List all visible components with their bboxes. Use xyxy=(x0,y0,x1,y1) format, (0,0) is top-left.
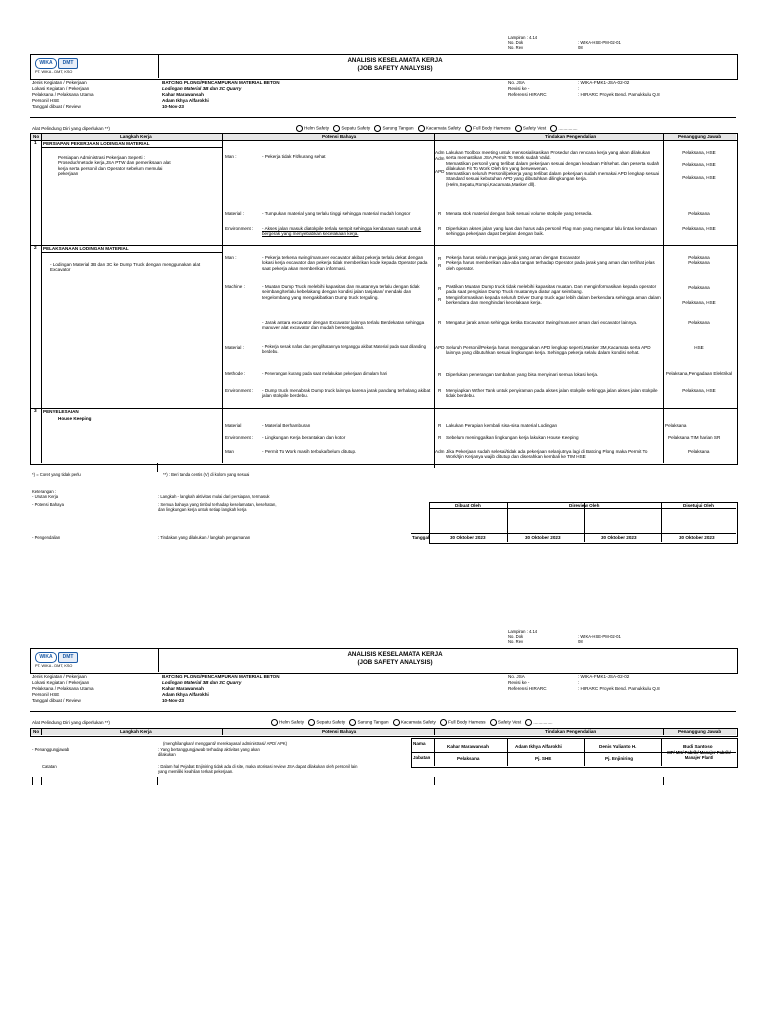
row-11-hazard: - Permit To Work masih terbuka/belum ditutup. xyxy=(262,449,357,454)
p2-apd-options: Helm Safety Sepatu Safety Sarung Tangan Kacamata Safety Full Body Harness Safety Vest ............... xyxy=(268,719,553,726)
row-3-category: Man : xyxy=(225,255,237,260)
row-8-hazard: - Dump truck menabrak Dump truck lainnya karena jarak pandang terhalang akibat jalan stokpile berdebu. xyxy=(262,388,431,399)
info-value-2: Kahar Marawansah xyxy=(162,92,204,97)
p2-info-label-2: Pelaksana / Pelaksana Utama xyxy=(32,686,94,691)
row-1-pj: Pelaksana xyxy=(688,211,710,216)
section-2-title: PELAKSANAAN LODINGAN MATERIAL xyxy=(43,246,129,251)
row-5-hazard: - Jarak antara excavator dengan Excavator lainnya terlalu Berdekatan sehingga manuver alat excavator dan mudah bersenggolan. xyxy=(262,320,425,331)
p2-info-right-value-0: : WIKA-FMK1-JSA-02-02 xyxy=(578,674,630,679)
apd-label: Alat Pelindung Diri yang diperlukan **) xyxy=(32,126,110,131)
no-rev-label: No. Rev xyxy=(508,45,524,50)
doc-title: ANALISIS KESELAMATA KERJA xyxy=(347,57,443,64)
row-11-pj: Pelaksana xyxy=(688,449,710,454)
apd-checkbox-helm[interactable] xyxy=(296,125,303,132)
p2-apd-label: Alat Pelindung Diri yang diperlukan **) xyxy=(32,720,110,725)
row-3-codes: R R xyxy=(438,256,442,269)
row-4-control: Pastikan Muatan Dump truck tidak melebihi kapasitas muatan. Dan menginformasikan kepada operator pada saat pengisian Dump Truck muatannya diatur agar seimbang. Menginformasikan kepada seluruh Driver Dump truck agar lebih dalam berkendara sehingga aman dalam berkendara dan menghindari kecelakaan kerja. xyxy=(446,284,661,305)
apd-checkbox-vest[interactable] xyxy=(515,125,522,132)
row-6-pj: HSE xyxy=(694,345,704,350)
lampiran: Lampiran : 4.14 xyxy=(508,35,538,40)
p2-doc-title: ANALISIS KESELAMATA KERJA xyxy=(347,651,443,658)
p2-col-penanggung: Penanggung Jawab xyxy=(678,729,722,734)
p2-info-label-4: Tanggal dibuat / Review xyxy=(32,698,81,703)
row-11-control: Jika Pekerjaan sudah selesai/tidak ada pekerjaan selanjutnya lagi di Batcing Plong maka Permit To Work/Ijin Kerjanya wajib ditutup dan diserahkan kembali ke TIM HSE xyxy=(446,449,648,460)
no-rev-value: 08 xyxy=(578,45,583,50)
sign-disetujui: Disetujui Oleh xyxy=(683,503,714,508)
sign-date-3: 30 Oktober 2023 xyxy=(679,535,715,540)
p2-catatan-value: : Dalam hal Pejabat Enjiniring tidak ada di site, maka otorisasi review JSA dapat dilakukan oleh personil lain yang memiliki keahlian terkait pekerjaan. xyxy=(158,764,358,774)
p2-info-value-0: BATCING PLONG/PENCAMPURAN MATERIAL BETON xyxy=(162,674,280,679)
row-8-pj: Pelaksana, HSE xyxy=(682,388,716,393)
row-6-codes: APD xyxy=(435,345,445,350)
ket-label-0: - Urutan Kerja xyxy=(32,494,59,499)
col-penanggung: Penanggung Jawab xyxy=(678,134,722,139)
apd-checkbox-harness[interactable] xyxy=(465,125,472,132)
info-value-4: 10-Nov-23 xyxy=(162,104,184,109)
section-2-step: - Lodingan Material 3B dan 3C ke Dump Truck dengan menggunakan alat Excavator xyxy=(50,262,201,273)
p2-company-name: PT. WIKA - DMT, KSO xyxy=(35,664,73,668)
row-9-control: Lakukan Perapian kembali sisa-sisa material Lodingan xyxy=(446,423,558,428)
row-8-codes: R xyxy=(438,388,442,393)
p2-info-value-2: Kahar Marawansah xyxy=(162,686,204,691)
row-2-category: Environment : xyxy=(225,226,254,231)
wika-logo: WIKA xyxy=(35,58,57,69)
p2-catatan-label: Catatan xyxy=(42,764,57,769)
p2-info-right-value-1: : xyxy=(578,680,580,685)
p2-info-right-label-2: Referensi HIRARC xyxy=(508,686,547,691)
row-7-pj: Pelaksana,Pengadaan Elektrikal xyxy=(665,371,733,376)
p2-no-rev-label: No. Rev xyxy=(508,639,524,644)
ket-label-1: - Potensi Bahaya xyxy=(32,502,64,507)
row-2-hazard: - Akses jalan masuk diatokpile terlalu sempit sehingga kendaraan susah untuk bergerak yang menyebabkan kecelakaan kerja. xyxy=(262,226,422,237)
apd-options: Helm Safety Sepatu Safety Sarung Tangan Kacamata Safety Full Body Harness Safety Vest ............... xyxy=(293,125,578,132)
row-10-hazard: - Lingkungan Kerja berantakan dan kotor xyxy=(262,435,346,440)
p2-name-1: Adam Ikhya Alfarokhi xyxy=(515,744,562,749)
row-1-hazard: - Tumpukan material yang terlalu tinggi sehingga material mudah longsor xyxy=(262,211,411,216)
row-10-category: Environment : xyxy=(225,435,254,440)
p2-pj-roles: (menghilangkan/ mengganti/ merekayasa/ administrasi/ APD/ APK) xyxy=(163,741,288,746)
info-label-1: Lokasi Kegiatan / Pekerjaan xyxy=(32,86,90,91)
row-9-pj: Pelaksana xyxy=(665,423,687,428)
row-6-category: Material : xyxy=(225,345,244,350)
p2-info-label-0: Jenis Kegiatan / Pekerjaan xyxy=(32,674,87,679)
p2-jabatan-2: Pj. Enjiniring xyxy=(605,756,634,761)
info-right-label-1: Revisi ke - xyxy=(508,86,530,91)
col-langkah: Langkah Kerja xyxy=(120,134,152,139)
apd-checkbox-other[interactable] xyxy=(550,125,557,132)
info-label-3: Personil HSE xyxy=(32,98,60,103)
p2-apd-checkbox-kacamata[interactable] xyxy=(393,719,400,726)
info-right-value-2: : HIRARC Proyek Bend. Pamukkulu Q.8 xyxy=(578,92,660,97)
company-name: PT. WIKA - DMT, KSO xyxy=(35,70,73,74)
info-value-1: Lodingan Material 3B dan 3C Quarry xyxy=(162,86,242,91)
p2-name-2: Denis Yulianto H. xyxy=(599,744,637,749)
info-value-0: BATCING PLONG/PENCAMPURAN MATERIAL BETON xyxy=(162,80,280,85)
p2-apd-checkbox-vest[interactable] xyxy=(490,719,497,726)
info-value-3: Adam Ikhya Alfarokhi xyxy=(162,98,209,103)
p2-col-potensi: Potensi Bahaya xyxy=(322,729,357,734)
row-5-control: Mengatur jarak aman sehingga ketika Excavator Swing/manuver aman dari excavator lainnya. xyxy=(446,320,638,325)
p2-nama-label: Nama xyxy=(413,741,426,746)
sign-date-2: 30 Oktober 2023 xyxy=(601,535,637,540)
row-2-control: Diperlukan akses jalan yang luas dan harus ada personil Flag man yang mengatur lalu lintas kendaraan sehingga pekerjaan dapat berjalan dengan baik. xyxy=(446,226,657,237)
row-9-hazard: - Material Berhamburan xyxy=(262,423,311,428)
no-dok-value: : WIKA-HSE-PM-02-01 xyxy=(578,40,621,45)
sign-dibuat: Dibuat Oleh xyxy=(455,503,481,508)
p2-apd-checkbox-sarung[interactable] xyxy=(349,719,356,726)
row-8-control: Menyiapkan Wther Tank untuk penyiraman pada akses jalan stokpile sehingga jalan akses jalan stokpile tidak berdebu. xyxy=(446,388,658,399)
apd-checkbox-sarung[interactable] xyxy=(374,125,381,132)
p2-jabatan-3: MP/ MK/ Pabrik/ Manajer Pabrik/ Manajer Plant/ xyxy=(667,750,731,760)
section-3-number: 3 xyxy=(34,409,37,414)
p2-info-value-1: Lodingan Material 3B dan 3C Quarry xyxy=(162,680,242,685)
p2-apd-checkbox-harness[interactable] xyxy=(440,719,447,726)
keterangan-label: Keterangan : xyxy=(32,489,56,494)
row-3-control: Pekerja harus selalu menjaga jarak yang aman dengan Excavator Pekerja harus memberikan aba-aba tangan terhadap Operator pada jarak yang aman dan terlihat jelas oleh operator. xyxy=(446,255,655,271)
sign-tanggal: Tanggal xyxy=(412,535,430,540)
p2-jabatan-label: Jabatan xyxy=(413,755,431,760)
sign-direview: Direview Oleh xyxy=(569,503,600,508)
col-potensi: Potensi Bahaya xyxy=(322,134,357,139)
p2-info-block xyxy=(30,673,736,712)
section-2-number: 2 xyxy=(34,246,37,251)
p2-name-0: Kahar Marawansah xyxy=(447,744,489,749)
row-9-codes: R xyxy=(438,423,442,428)
row-8-category: Environment : xyxy=(225,388,254,393)
p2-info-value-4: 10-Nov-23 xyxy=(162,698,184,703)
row-4-category: Machine : xyxy=(225,284,245,289)
row-6-hazard: - Pekerja sesak nafas dan penglihatannya terganggu akibat Material pada saat dilanding berdebu. xyxy=(262,344,426,354)
p2-apd-checkbox-other[interactable] xyxy=(525,719,532,726)
row-1-category: Material : xyxy=(225,211,244,216)
section-1-title: PERSIAPAN PEKERJAAN LODINGAN MATERIAL xyxy=(43,141,150,146)
ket-label-2: - Pengendalian xyxy=(32,535,61,540)
row-0-hazard: - Pekerja tidak Fit/kurang sehat xyxy=(262,154,326,159)
ket-value-1: : Semua bahaya yang timbul terhadap keselamatan, kesehatan, dan lingkungan kerja untuk setiap langkah kerja xyxy=(158,502,277,512)
p2-lampiran: Lampiran : 4.14 xyxy=(508,629,538,634)
p2-info-right-value-2: : HIRARC Proyek Bend. Pamukkulu Q.8 xyxy=(578,686,660,691)
row-0-pj: Pelaksana, HSE Pelaksana, HSE Pelaksana, HSE xyxy=(682,150,716,180)
info-label-4: Tanggal dibuat / Review xyxy=(32,104,81,109)
section-1-number: 1 xyxy=(34,141,37,146)
section-3-step: House Keeping xyxy=(58,416,92,421)
row-7-control: Diperlukan penerangan tambahan yang bisa menyinari semua lokasi kerja. xyxy=(446,372,599,377)
info-label-2: Pelaksana / Pelaksana Utama xyxy=(32,92,94,97)
p2-doc-subtitle: (JOB SAFETY ANALYSIS) xyxy=(357,659,433,666)
sign-date-1: 30 Oktober 2023 xyxy=(525,535,561,540)
p2-info-label-1: Lokasi Kegiatan / Pekerjaan xyxy=(32,680,90,685)
no-dok-label: No. Dok xyxy=(508,40,524,45)
row-3-pj: Pelaksana Pelaksana xyxy=(688,255,710,266)
note-1: *) = Coret yang tidak perlu xyxy=(32,472,81,477)
row-11-category: Man xyxy=(225,449,234,454)
row-4-codes: R R xyxy=(438,286,442,302)
info-right-value-1: : xyxy=(578,86,580,91)
section-1-step: Persiapan Administrasi Pekerjaan Seperti : Prosedur/metode kerja,JSA PTW dan pemeriksaan alat kerja serta personil dan Operator sebelum memulai pekerjaan xyxy=(58,155,171,176)
row-10-pj: Pelaksana TIM harian SR xyxy=(668,435,721,440)
p2-info-label-3: Personil HSE xyxy=(32,692,60,697)
row-7-hazard: - Penerangan kurang pada saat melakukan pekerjaan dimalam hari xyxy=(262,371,388,376)
p2-apd-checkbox-helm[interactable] xyxy=(271,719,278,726)
p2-apd-checkbox-sepatu[interactable] xyxy=(308,719,315,726)
row-5-codes: R xyxy=(438,320,442,325)
apd-checkbox-sepatu[interactable] xyxy=(333,125,340,132)
row-11-codes: Adm xyxy=(435,449,445,454)
info-label-0: Jenis Kegiatan / Pekerjaan xyxy=(32,80,87,85)
info-right-label-0: No. JSA xyxy=(508,80,525,85)
doc-subtitle: (JOB SAFETY ANALYSIS) xyxy=(357,65,433,72)
row-4-pj: Pelaksana Pelaksana, HSE xyxy=(682,285,716,305)
p2-dmt-logo: DMT xyxy=(58,652,78,663)
p2-wika-logo: WIKA xyxy=(35,652,57,663)
row-6-control: Seluruh Personil/Pekerja harus menggunakan APD lengkap seperti,Masker 3M,Kacamata serta APD lainnya yang dibutuhkan sesuai lingkungan kerja. Sehingga pekerja selalu dalam kondisi sehat. xyxy=(446,345,651,356)
p2-pj-label: - Penanggungjawab xyxy=(32,747,70,752)
p2-info-value-3: Adam Ikhya Alfarokhi xyxy=(162,692,209,697)
row-0-codes: Adm Adm APD xyxy=(435,150,445,174)
row-2-codes: R xyxy=(438,226,442,231)
p2-col-no: No xyxy=(33,729,40,734)
p2-no-rev-value: 08 xyxy=(578,639,583,644)
p2-jabatan-1: Pj. SHE xyxy=(535,756,552,761)
row-0-category: Man : xyxy=(225,154,237,159)
p2-info-right-label-0: No. JSA xyxy=(508,674,525,679)
row-10-control: Sebelum meninggalkan lingkungan kerja lakukan House Keeping xyxy=(446,435,579,440)
row-7-codes: R xyxy=(438,372,442,377)
note-2: **) : Beri tanda centis (V) di kolom yang sesuai xyxy=(163,472,250,477)
info-right-value-0: : WIKA-FMK1-JSA-02-02 xyxy=(578,80,630,85)
row-10-codes: R xyxy=(438,435,442,440)
p2-no-dok-label: No. Dok xyxy=(508,634,524,639)
col-no: No xyxy=(33,134,40,139)
row-2-pj: Pelaksana, HSE xyxy=(682,226,716,231)
row-0-control: Lakukan Toolbox meeting untuk mensosialisasikan Prosedur dan rencana kerja yang akan dilakukan serta memastikan JSA,Permit To Work sudah Valid. Memastikan personil yang terlibat dalam pekerjaan sesuai dengan keadaan Fit/sehat. dan peserta sudah dilakukan Fit To Work Oleh tim yang berwewenan. Memastikan seluruh Personil/pekerja yang terlibat dalam pekerjaan sudah memakai APD lengkap sesuai Standard sesuai kebutuhan APD yang dibutuhkan dilingkungan kerja. (Helm,Sepatu,Rompi,Kacamata,Masker dll). xyxy=(446,150,660,187)
p2-info-right-label-1: Revisi ke - xyxy=(508,680,530,685)
ket-value-2: : Tindakan yang dilakukan / langkah pengamanan xyxy=(158,535,251,540)
row-4-hazard: - Muatan Dump Truck melebihi kapasitas dan muatannya terlalu dengan tidak seimbang/terlalu kebelakang dengan kondisi jalan tanjakan/ mendaki dan tergelombang yang mengakibatkan Dump truck terguling. xyxy=(262,284,420,300)
p2-col-tindakan: Tindakan Pengendalian xyxy=(545,729,597,734)
p2-name-3: Budi Santoso xyxy=(683,744,713,749)
info-block xyxy=(30,79,736,118)
info-right-label-2: Referensi HIRARC xyxy=(508,92,547,97)
p2-col-langkah: Langkah Kerja xyxy=(120,729,152,734)
sign-date-0: 30 Oktober 2023 xyxy=(450,535,486,540)
row-1-control: Menata stok material dengan baik sesuai volume stokpile yang tersedia. xyxy=(446,211,593,216)
row-3-hazard: - Pekerja terkena swing/manuver excavator akibat pekerja terlalu dekat dengan lokasi kerja excavator dan pekerja tidak memberikan kode kepada Operator pada saat pekerja akan memberikan informasi. xyxy=(262,255,428,271)
ket-value-0: : Langkah - langkah aktivitas mulai dari persiapan, termasuk xyxy=(158,494,270,499)
p2-no-dok-value: : WIKA-HSE-PM-02-01 xyxy=(578,634,621,639)
row-9-category: Material xyxy=(225,423,242,428)
apd-checkbox-kacamata[interactable] xyxy=(418,125,425,132)
row-1-codes: R xyxy=(438,211,442,216)
p2-pj-value: : Yang bertanggungjawab terhadap aktivitas yang akan dilakukan xyxy=(158,747,260,757)
col-tindakan: Tindakan Pengendalian xyxy=(545,134,597,139)
row-5-pj: Pelaksana xyxy=(688,320,710,325)
p2-jabatan-0: Pelaksana xyxy=(457,756,480,761)
row-7-category: Methode : xyxy=(225,371,246,376)
dmt-logo: DMT xyxy=(58,58,78,69)
section-3-title: PENYELESAIAN xyxy=(43,409,79,414)
